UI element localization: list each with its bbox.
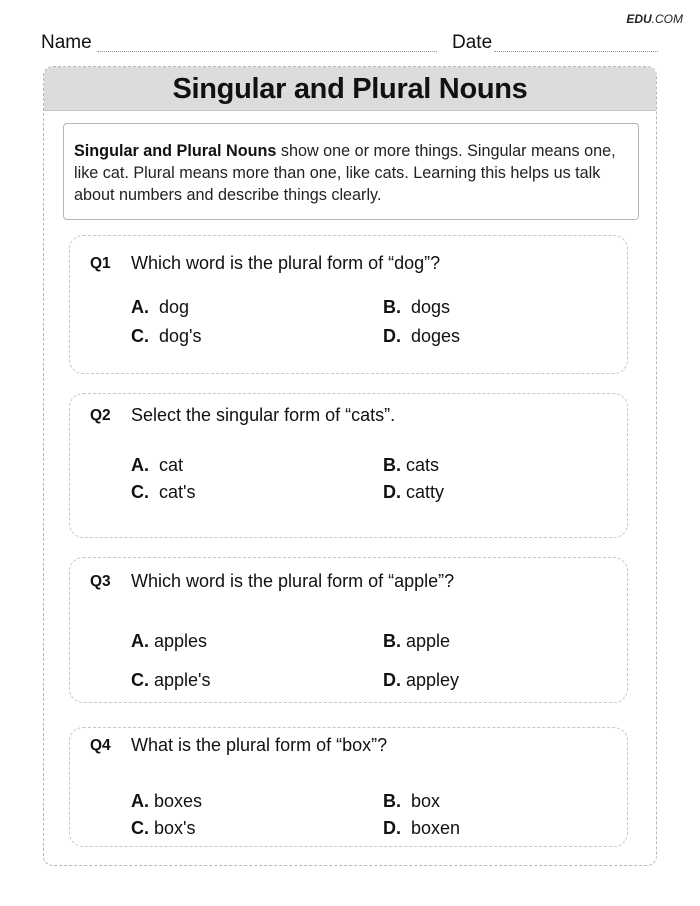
brand-logo-bold: EDU (626, 12, 652, 26)
option-text: apples (154, 631, 208, 651)
question-card-4 (69, 727, 628, 847)
option-letter: B. (383, 297, 401, 317)
option-text: boxen (411, 818, 461, 838)
option-text: catty (406, 482, 445, 502)
option-text: cat's (159, 482, 196, 502)
option-c[interactable] (131, 818, 195, 839)
option-d[interactable] (383, 670, 459, 691)
option-b[interactable] (383, 791, 440, 812)
option-text: doges (411, 326, 461, 346)
intro-box (63, 123, 639, 220)
option-letter: C. (131, 670, 149, 690)
option-letter: A. (131, 791, 149, 811)
option-letter: D. (383, 818, 401, 838)
option-b[interactable] (383, 455, 439, 476)
option-b[interactable] (383, 297, 450, 318)
intro-bold: Singular and Plural Nouns (74, 142, 277, 160)
option-letter: D. (383, 482, 401, 502)
question-text: What is the plural form of “box”? (131, 735, 388, 755)
option-letter: B. (383, 791, 401, 811)
question-text: Which word is the plural form of “dog”? (131, 253, 441, 273)
option-text: appley (406, 670, 460, 690)
question-card-3 (69, 557, 628, 703)
option-letter: C. (131, 818, 149, 838)
option-text: dogs (411, 297, 451, 317)
option-a[interactable] (131, 791, 202, 812)
option-text: cat (159, 455, 184, 475)
option-letter: D. (383, 670, 401, 690)
name-label: Name (41, 32, 92, 53)
option-letter: C. (131, 482, 149, 502)
option-letter: A. (131, 455, 149, 475)
option-text: cats (406, 455, 440, 475)
question-card-2 (69, 393, 628, 538)
name-line[interactable] (97, 51, 437, 52)
option-c[interactable] (131, 670, 211, 691)
option-text: box (411, 791, 441, 811)
intro-text: show one or more things. Singular means one, like cat. Plural means more than one, like cats. Learning this helps us talk about numbers and describe things clearly. (74, 142, 616, 204)
question-number: Q2 (90, 407, 111, 424)
page-title: Singular and Plural Nouns (172, 73, 528, 105)
option-letter: B. (383, 455, 401, 475)
option-letter: A. (131, 631, 149, 651)
question-text: Select the singular form of “cats”. (131, 405, 396, 425)
option-c[interactable] (131, 482, 195, 503)
title-bar (44, 67, 656, 111)
question-number: Q4 (90, 737, 111, 754)
option-text: boxes (154, 791, 203, 811)
question-text: Which word is the plural form of “apple”? (131, 571, 455, 591)
worksheet (43, 66, 657, 866)
question-number: Q1 (90, 255, 111, 272)
option-a[interactable] (131, 297, 189, 318)
option-b[interactable] (383, 631, 450, 652)
option-text: apple's (154, 670, 211, 690)
brand-logo (626, 12, 683, 26)
option-text: box's (154, 818, 196, 838)
option-letter: C. (131, 326, 149, 346)
date-label: Date (452, 32, 493, 53)
option-d[interactable] (383, 482, 444, 503)
question-card-1 (69, 235, 628, 374)
option-letter: A. (131, 297, 149, 317)
date-line[interactable] (494, 51, 658, 52)
option-letter: D. (383, 326, 401, 346)
option-text: apple (406, 631, 451, 651)
option-letter: B. (383, 631, 401, 651)
option-c[interactable] (131, 326, 201, 347)
brand-logo-suffix: .COM (651, 12, 683, 26)
option-a[interactable] (131, 631, 207, 652)
option-d[interactable] (383, 326, 460, 347)
option-d[interactable] (383, 818, 460, 839)
option-a[interactable] (131, 455, 183, 476)
question-number: Q3 (90, 573, 111, 590)
option-text: dog (159, 297, 190, 317)
option-text: dog's (159, 326, 202, 346)
